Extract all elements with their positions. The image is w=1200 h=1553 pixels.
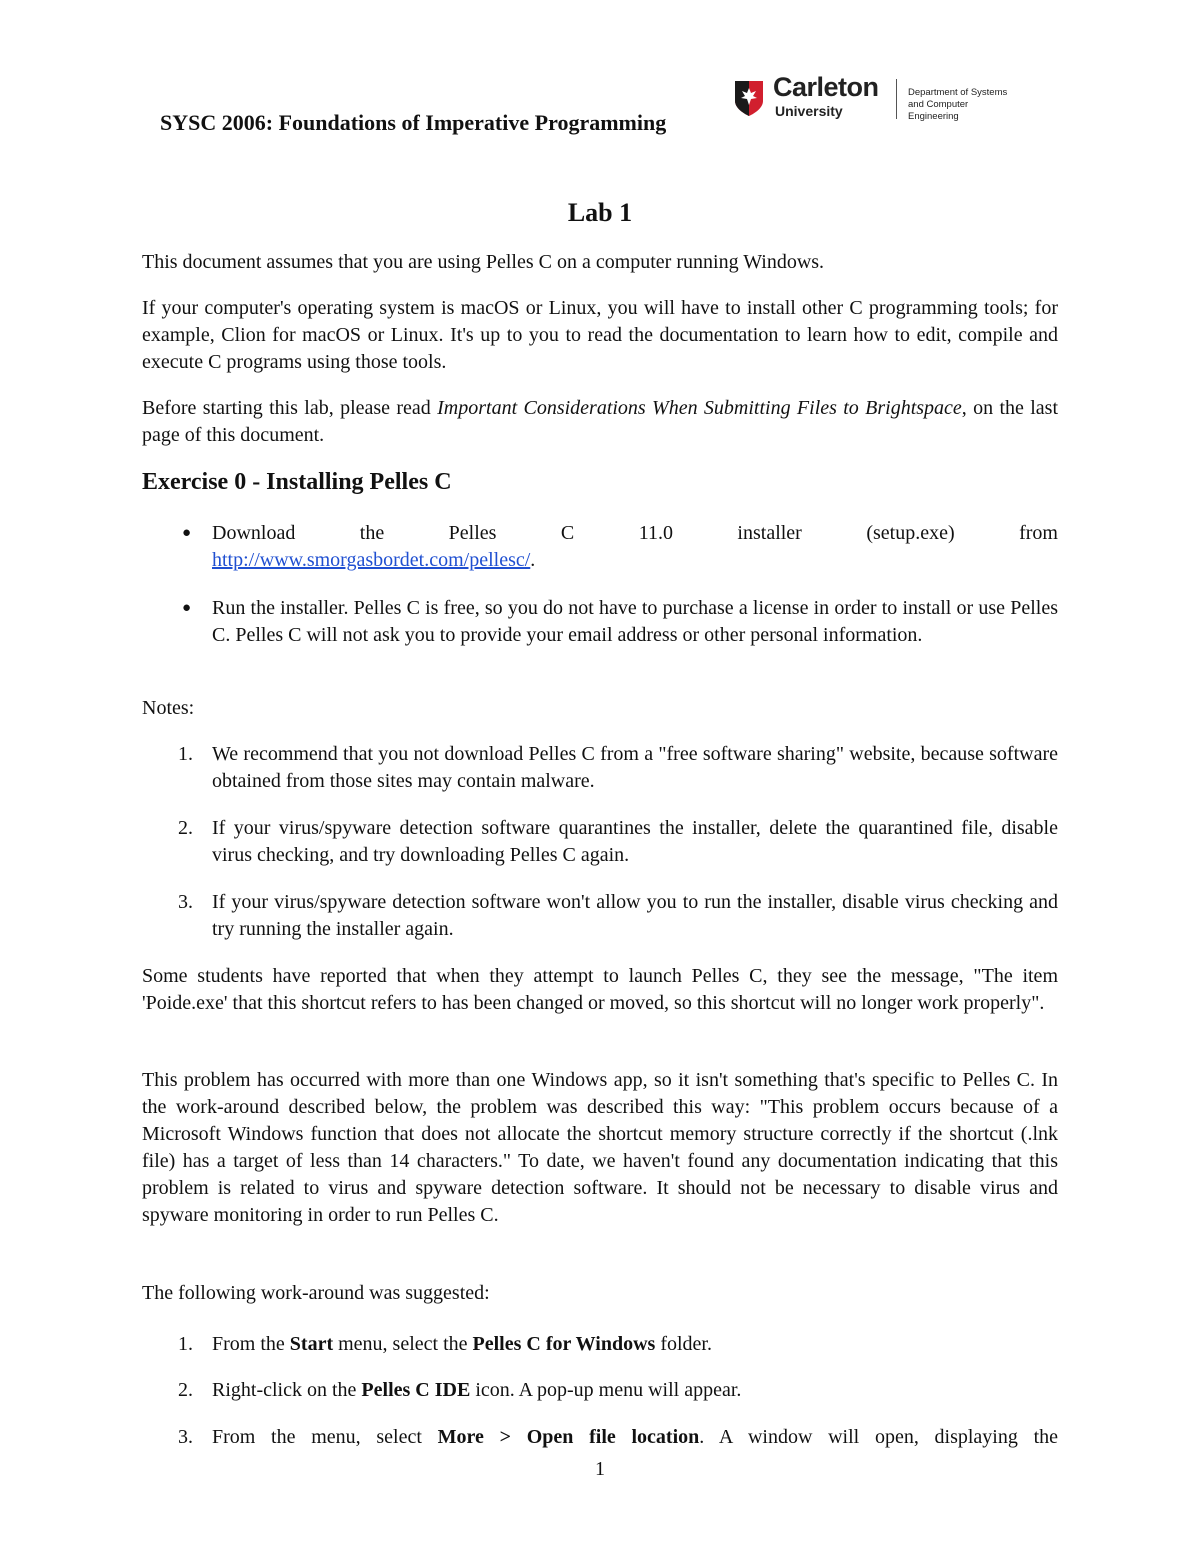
intro-p3-italic: Important Considerations When Submitting Files to Brightspace: [437, 397, 962, 419]
exercise-0-heading: Exercise 0 - Installing Pelles C: [142, 469, 452, 495]
bullet-download-text: [212, 520, 1058, 574]
bullet-download-line2: [212, 547, 1058, 574]
step-number: 2.: [178, 1379, 193, 1401]
step-text: [212, 1377, 1058, 1404]
word: Download: [212, 522, 296, 544]
step-text-part: folder.: [655, 1333, 712, 1355]
intro-paragraph-3: [142, 395, 1058, 449]
step-text-part: Right-click on the: [212, 1379, 362, 1401]
carleton-shield-icon: [733, 79, 765, 117]
intro-p3-after: , on the last page of this document.: [142, 397, 1059, 446]
step-text-part: menu, select the: [333, 1333, 473, 1355]
step-text: [212, 1424, 1058, 1451]
step-bold-part: Start: [289, 1333, 334, 1355]
notes-label: Notes:: [142, 697, 195, 719]
step-bold-part: Open file location: [526, 1426, 700, 1448]
note-number: 2.: [178, 817, 193, 839]
step-bold-part: Pelles C IDE: [361, 1379, 471, 1401]
word: the: [359, 522, 385, 544]
step-bold-part: >: [483, 1426, 527, 1448]
bullet-dot-icon: ●: [182, 600, 192, 616]
carleton-logo: [733, 72, 1018, 123]
word: C: [560, 522, 575, 544]
intro-p3-before: Before starting this lab, please read: [142, 397, 438, 419]
logo-subname: University: [775, 103, 843, 119]
note-text: If your virus/spyware detection software quarantines the installer, delete the quarantined file, disable virus checking, and try downloading Pelles C again.: [212, 817, 1058, 866]
step-text-part: icon. A pop-up menu will appear.: [470, 1379, 742, 1401]
step-number: 1.: [178, 1333, 193, 1355]
word: 11.0: [638, 522, 673, 544]
link-after: .: [530, 549, 536, 571]
logo-divider: [896, 79, 897, 119]
bullet-run-installer-text: Run the installer. Pelles C is free, so you do not have to purchase a license in order to install or use Pelles C. Pelles C will not ask you to provide your email address or other personal information.: [212, 597, 1058, 646]
page-number: 1: [595, 1458, 605, 1480]
note-text: If your virus/spyware detection software won't allow you to run the installer, disable virus checking and try running the installer again.: [212, 891, 1058, 940]
intro-paragraph-2: If your computer's operating system is macOS or Linux, you will have to install other C programming tools; for example, Clion for macOS or Linux. It's up to you to read the documentation to learn how to edit, compile and execute C programs using those tools.: [142, 297, 1058, 373]
step-text-part: From the: [212, 1333, 290, 1355]
word: from: [1019, 522, 1058, 544]
step-bold-part: More: [437, 1426, 484, 1448]
pellesc-download-link[interactable]: http://www.smorgasbordet.com/pellesc/: [212, 549, 531, 571]
word: installer: [737, 522, 802, 544]
bullet-dot-icon: ●: [182, 525, 192, 541]
step-text-part: . A window will open, displaying the: [699, 1426, 1059, 1448]
note-number: 3.: [178, 891, 193, 913]
logo-dept-line1: Department of Systems: [908, 87, 1008, 98]
logo-department: [908, 87, 1018, 123]
step-text-part: From the menu, select: [212, 1426, 438, 1448]
problem-paragraph: This problem has occurred with more than one Windows app, so it isn't something that's specific to Pelles C. In the work-around described below, the problem was described this way: "This problem occurs because of a Microsoft Windows function that does not allocate the shortcut memory structure correctly if the shortcut (.lnk file) has a target of less than 14 characters." To date, we haven't found any documentation indicating that this problem is related to virus and spyware detection software. It should not be necessary to disable virus and spyware monitoring in order to run Pelles C.: [142, 1069, 1058, 1226]
logo-name: Carleton: [773, 72, 879, 102]
step-number: 3.: [178, 1426, 193, 1448]
bullet-download-line1: [212, 520, 1058, 547]
word: (setup.exe): [866, 522, 955, 544]
intro-paragraph-1: This document assumes that you are using Pelles C on a computer running Windows.: [142, 251, 825, 273]
students-paragraph: Some students have reported that when they attempt to launch Pelles C, they see the message, "The item 'Poide.exe' that this shortcut refers to has been changed or moved, so this shortcut will no longer work properly".: [142, 965, 1058, 1014]
step-text: [212, 1331, 1058, 1358]
word: Pelles: [448, 522, 497, 544]
logo-dept-line2: and Computer Engineering: [908, 99, 969, 122]
note-text: We recommend that you not download Pelles C from a "free software sharing" website, because software obtained from those sites may contain malware.: [212, 743, 1058, 792]
course-title: SYSC 2006: Foundations of Imperative Programming: [160, 110, 667, 135]
workaround-intro: The following work-around was suggested:: [142, 1282, 490, 1304]
document-title: Lab 1: [567, 198, 633, 227]
note-number: 1.: [178, 743, 193, 765]
step-bold-part: Pelles C for Windows: [472, 1333, 656, 1355]
